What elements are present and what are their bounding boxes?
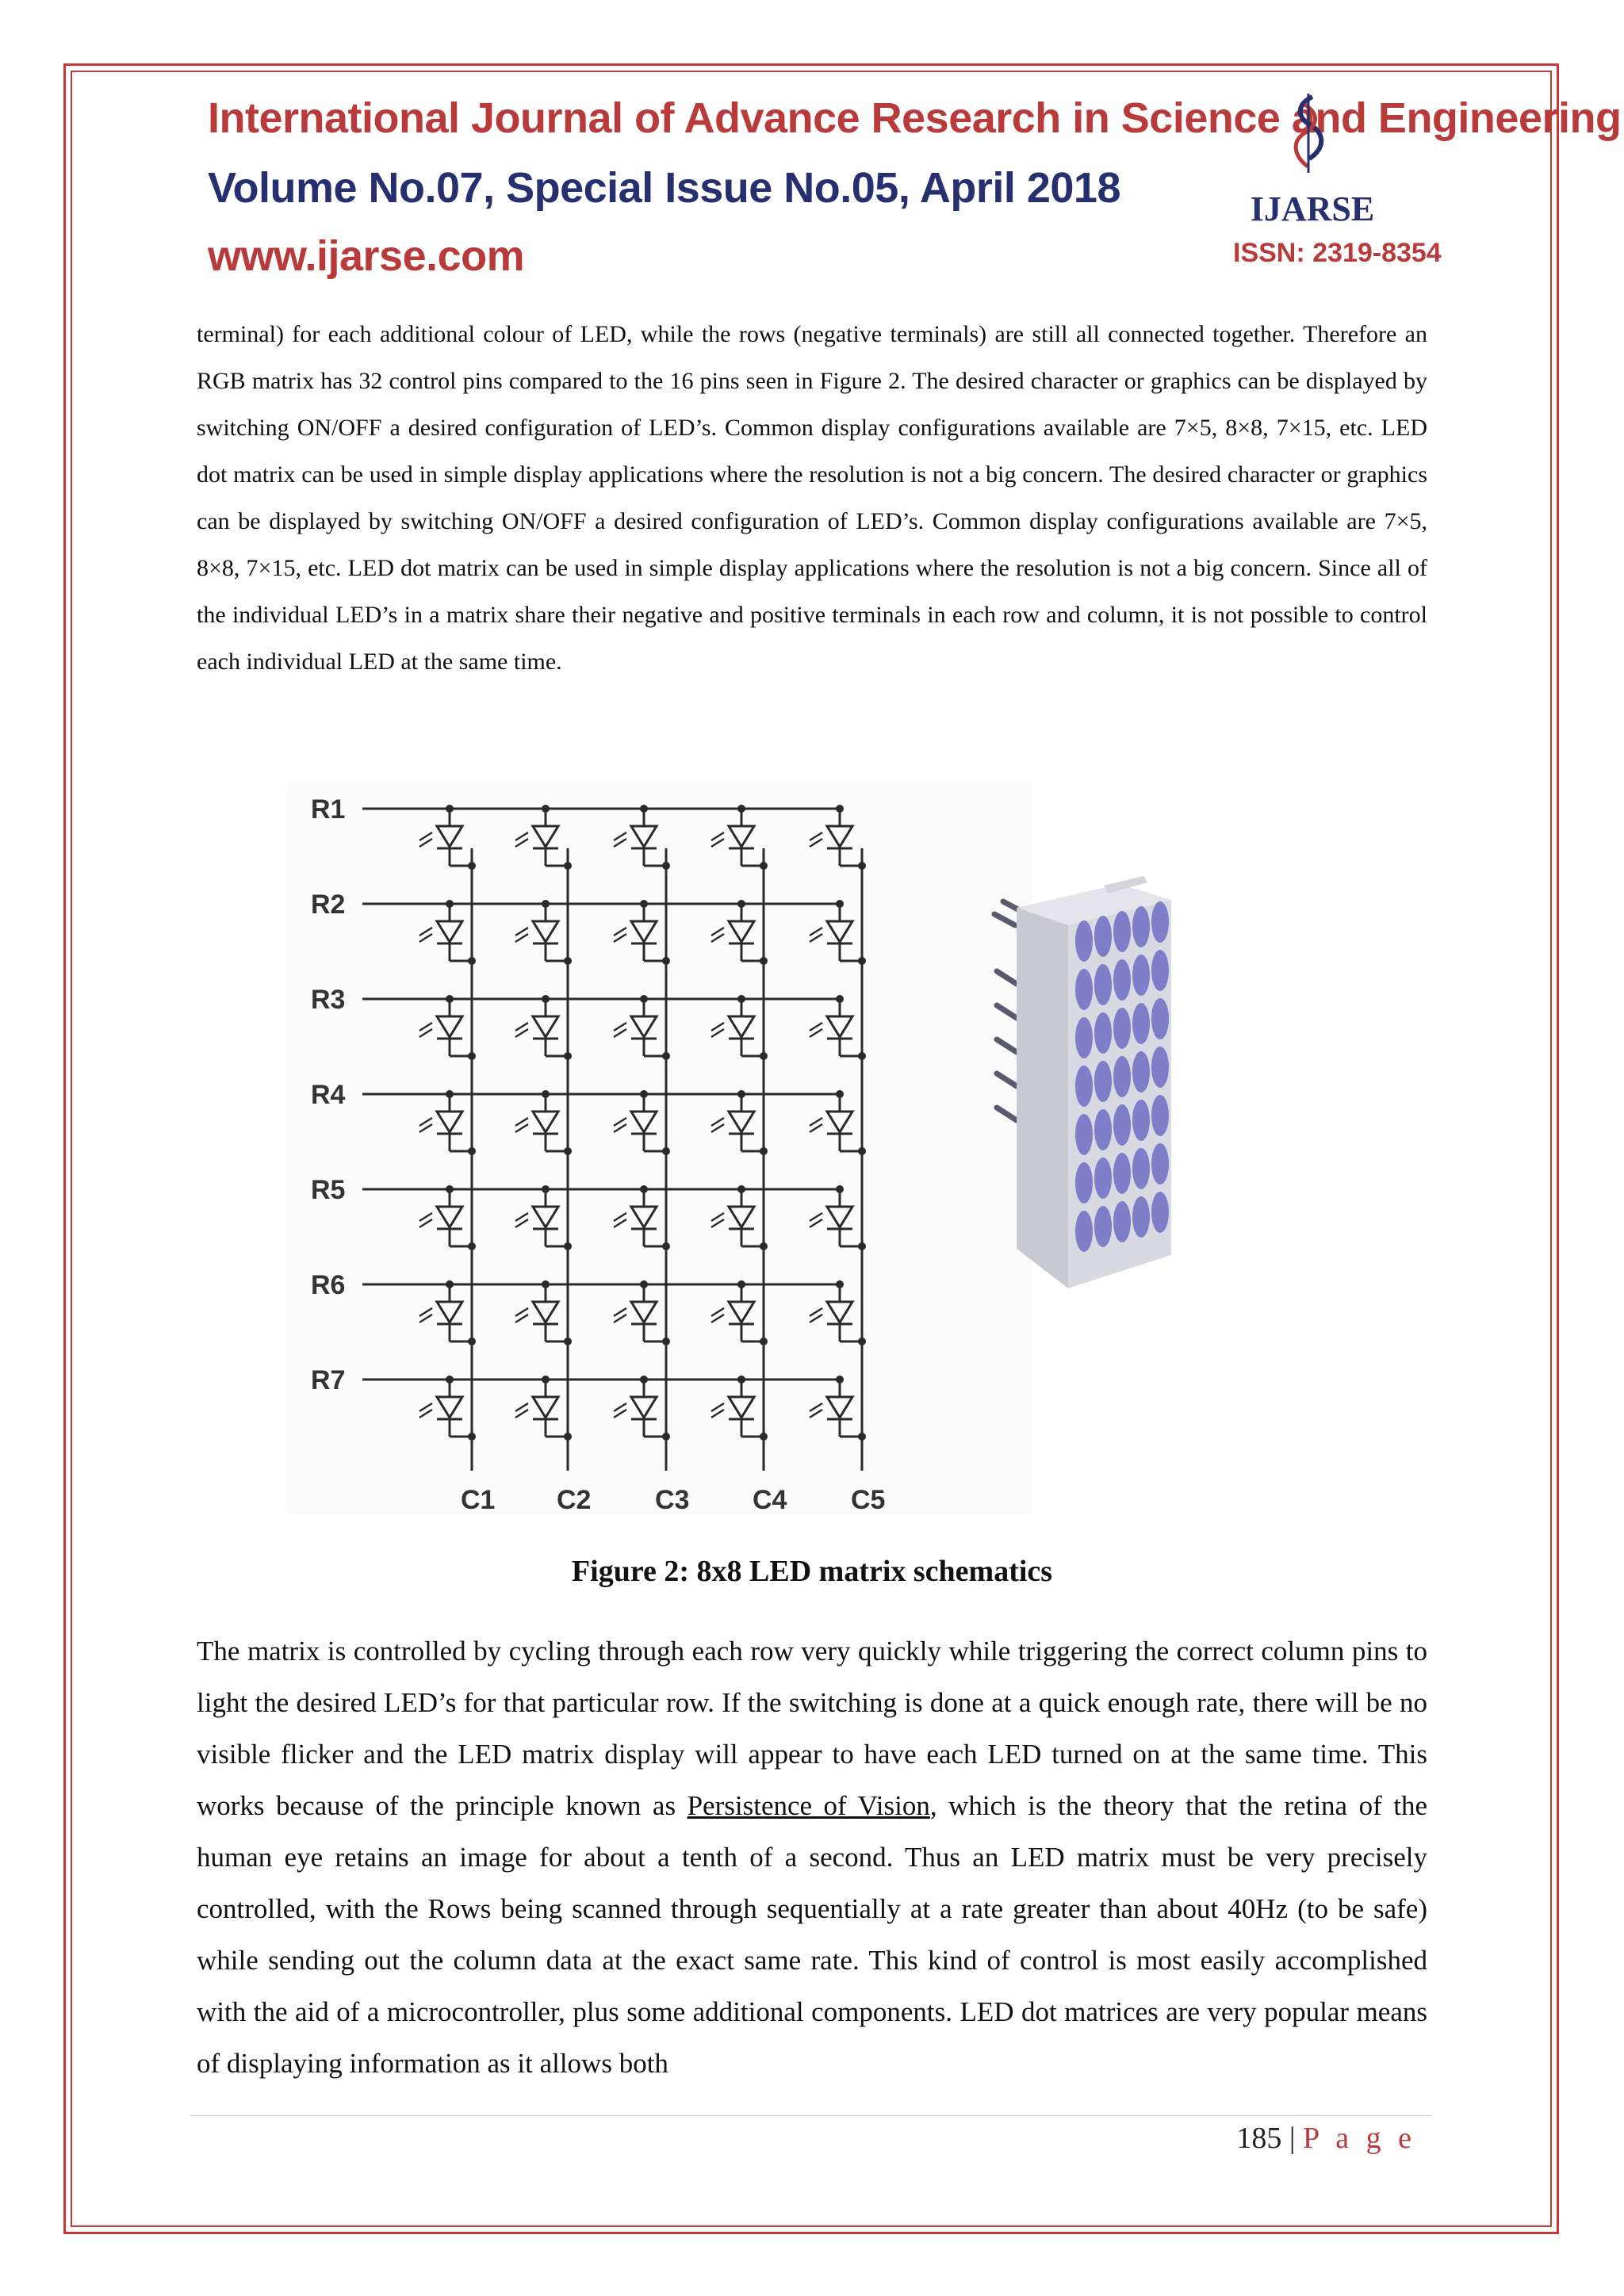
junction-dot (468, 1433, 476, 1441)
journal-website: www.ijarse.com (208, 232, 525, 280)
column-label: C2 (557, 1485, 592, 1514)
junction-dot (760, 1337, 768, 1345)
junction-dot (564, 1433, 572, 1441)
row-label: R4 (311, 1080, 346, 1110)
junction-dot (564, 1147, 572, 1155)
led-module-3d (985, 876, 1183, 1320)
row-label: R7 (311, 1365, 346, 1395)
led-dot (1151, 998, 1169, 1039)
body-paragraph-2 (197, 1625, 1427, 2089)
junction-dot (858, 1337, 866, 1345)
led-dot (1151, 1095, 1169, 1136)
led-dot (1132, 906, 1150, 947)
led-dot (1151, 1143, 1169, 1184)
junction-dot (662, 1433, 670, 1441)
led-dot (1113, 1104, 1131, 1146)
logo-name: IJARSE (1250, 189, 1375, 228)
junction-dot (662, 957, 670, 965)
column-label: C1 (461, 1485, 496, 1514)
led-dot (1113, 911, 1131, 952)
page-footer (1236, 2121, 1416, 2156)
junction-dot (564, 957, 572, 965)
led-dot (1113, 1008, 1131, 1049)
led-dot (1094, 1158, 1112, 1199)
junction-dot (858, 1242, 866, 1250)
junction-dot (662, 862, 670, 870)
led-dot (1094, 1206, 1112, 1247)
junction-dot (468, 957, 476, 965)
led-dot (1075, 969, 1093, 1010)
body-paragraph: terminal) for each additional colour of LED, while the rows (negative terminals) are still all connected together. Therefore an RGB matrix has 32 control pins compared to the 16 pins seen in Figure 2. The desired character or graphics can be displayed by switching ON/OFF a desired configuration of LED’s. Common display configurations available are 7×5, 8×8, 7×15, etc. LED dot matrix can be used in simple display applications where the resolution is not a big concern. The desired character or graphics can be displayed by switching ON/OFF a desired configuration of LED’s. Common display configurations available are 7×5, 8×8, 7×15, etc. LED dot matrix can be used in simple display applications where the resolution is not a big concern. Since all of the individual LED’s in a matrix share their negative and positive terminals in each row and column, it is not possible to control each individual LED at the same time. (197, 321, 1427, 675)
persistence-of-vision-link: Persistence of Vision (687, 1790, 930, 1821)
led-dot (1075, 1211, 1093, 1252)
led-dot (1094, 1061, 1112, 1102)
led-dot (1094, 1109, 1112, 1150)
ijarse-emblem-icon (1281, 94, 1336, 173)
row-label: R6 (311, 1270, 346, 1300)
junction-dot (760, 1433, 768, 1441)
led-dot (1113, 959, 1131, 1001)
paragraph-2-text-continued: , which is the theory that the retina of the human eye retains an image for about a tenth of a second. Thus an LED matrix must be very precisely controlled, with the Rows being scanned through sequentially at a rate greater than about 40Hz (to be safe) while sending out the column data at the exact same rate. This kind of control is most easily accomplished with the aid of a microcontroller, plus some additional components. LED dot matrices are very popular means of displaying information as it allows both (197, 1790, 1427, 2079)
led-dot (1094, 916, 1112, 957)
figure-background (287, 781, 1032, 1514)
junction-dot (564, 1052, 572, 1060)
led-dot (1113, 1201, 1131, 1242)
led-dot (1132, 955, 1150, 996)
junction-dot (760, 957, 768, 965)
junction-dot (468, 1337, 476, 1345)
led-dot (1094, 1012, 1112, 1054)
issn-label: ISSN: 2319-8354 (1233, 238, 1442, 268)
row-label: R5 (311, 1175, 346, 1205)
footer-rule (190, 2115, 1431, 2116)
junction-dot (468, 1147, 476, 1155)
led-dot (1151, 901, 1169, 943)
junction-dot (468, 1242, 476, 1250)
led-matrix-figure-svg (287, 781, 1032, 1514)
led-dot (1151, 1192, 1169, 1233)
row-label: R2 (311, 890, 346, 920)
column-label: C3 (655, 1485, 690, 1514)
junction-dot (760, 1147, 768, 1155)
column-label: C4 (753, 1485, 787, 1514)
led-dot (1132, 1003, 1150, 1044)
junction-dot (662, 1052, 670, 1060)
led-dot (1075, 1066, 1093, 1107)
junction-dot (858, 862, 866, 870)
junction-dot (564, 1337, 572, 1345)
junction-dot (662, 1242, 670, 1250)
led-matrix-figure (287, 781, 1032, 1514)
led-dot (1075, 920, 1093, 962)
junction-dot (760, 1242, 768, 1250)
junction-dot (662, 1337, 670, 1345)
junction-dot (858, 957, 866, 965)
page-number: 185 (1236, 2122, 1282, 2155)
ijarse-logo (1233, 87, 1442, 277)
junction-dot (858, 1433, 866, 1441)
led-dot (1151, 1047, 1169, 1088)
row-label: R1 (311, 794, 346, 825)
page-label: P a g e (1303, 2122, 1416, 2155)
led-dot (1075, 1017, 1093, 1058)
junction-dot (468, 862, 476, 870)
junction-dot (858, 1052, 866, 1060)
junction-dot (662, 1147, 670, 1155)
led-dot (1151, 950, 1169, 991)
module-side-face (1017, 908, 1068, 1288)
led-dot (1075, 1114, 1093, 1155)
led-dot (1132, 1148, 1150, 1189)
junction-dot (564, 1242, 572, 1250)
led-dot (1132, 1100, 1150, 1141)
column-label: C5 (851, 1485, 886, 1514)
junction-dot (468, 1052, 476, 1060)
junction-dot (564, 862, 572, 870)
led-dot (1113, 1056, 1131, 1097)
led-dot (1075, 1162, 1093, 1203)
volume-line: Volume No.07, Special Issue No.05, April 2018 (208, 164, 1120, 212)
led-dot (1132, 1051, 1150, 1093)
row-label: R3 (311, 985, 346, 1015)
journal-title: International Journal of Advance Research in Science and Engineering (208, 94, 1622, 142)
paragraph-2-text: The matrix is controlled by cycling through each row very quickly while triggering the correct column pins to light the desired LED’s for that particular row. If the switching is done at a quick enough rate, there will be no visible flicker and the LED matrix display will appear to have each LED turned on at the same time. This works because of the principle known as (197, 1636, 1427, 1821)
junction-dot (760, 1052, 768, 1060)
figure-caption: Figure 2: 8x8 LED matrix schematics (571, 1555, 1053, 1588)
led-dot (1094, 964, 1112, 1005)
page-separator: | (1281, 2122, 1304, 2155)
led-dot (1132, 1196, 1150, 1238)
junction-dot (760, 862, 768, 870)
junction-dot (858, 1147, 866, 1155)
led-dot (1113, 1153, 1131, 1194)
